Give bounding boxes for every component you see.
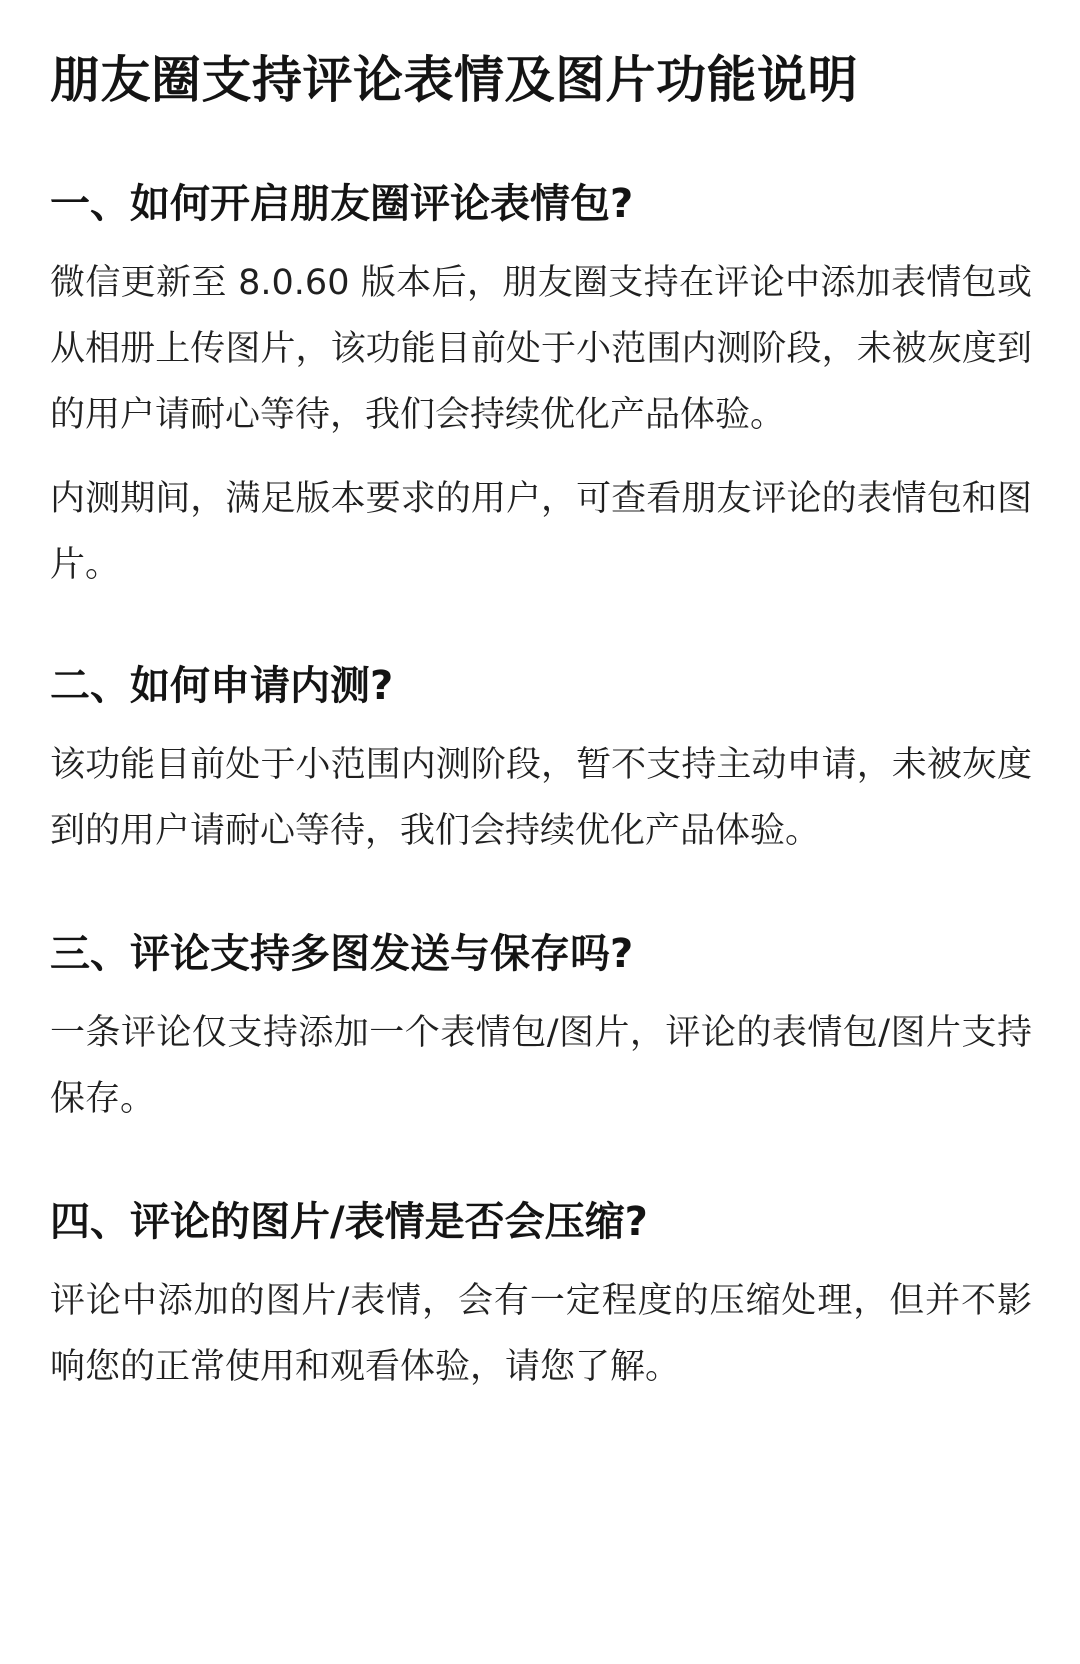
section-heading: 二、如何申请内测? — [50, 663, 394, 709]
paragraph: 评论中添加的图片/表情，会有一定程度的压缩处理，但并不影响您的正常使用和观看体验，请您了解。 — [50, 1281, 1032, 1387]
section-heading: 四、评论的图片/表情是否会压缩? — [50, 1199, 648, 1245]
section-enable-comment-stickers — [50, 168, 1032, 598]
paragraph: 该功能目前处于小范围内测阶段，暂不支持主动申请，未被灰度到的用户请耐心等待，我们会持续优化产品体验。 — [50, 745, 1032, 851]
section-compression — [50, 1186, 1032, 1400]
paragraph: 一条评论仅支持添加一个表情包/图片，评论的表情包/图片支持保存。 — [50, 1013, 1032, 1119]
section-multi-image — [50, 918, 1032, 1132]
section-heading: 三、评论支持多图发送与保存吗? — [50, 931, 634, 977]
paragraph: 微信更新至 8.0.60 版本后，朋友圈支持在评论中添加表情包或从相册上传图片，该功能目前处于小范围内测阶段，未被灰度到的用户请耐心等待，我们会持续优化产品体验。 — [50, 263, 1032, 435]
page-title: 朋友圈支持评论表情及图片功能说明 — [50, 51, 858, 109]
section-apply-beta — [50, 650, 1032, 864]
paragraph: 内测期间，满足版本要求的用户，可查看朋友评论的表情包和图片。 — [50, 479, 1032, 585]
section-heading: 一、如何开启朋友圈评论表情包? — [50, 181, 634, 227]
